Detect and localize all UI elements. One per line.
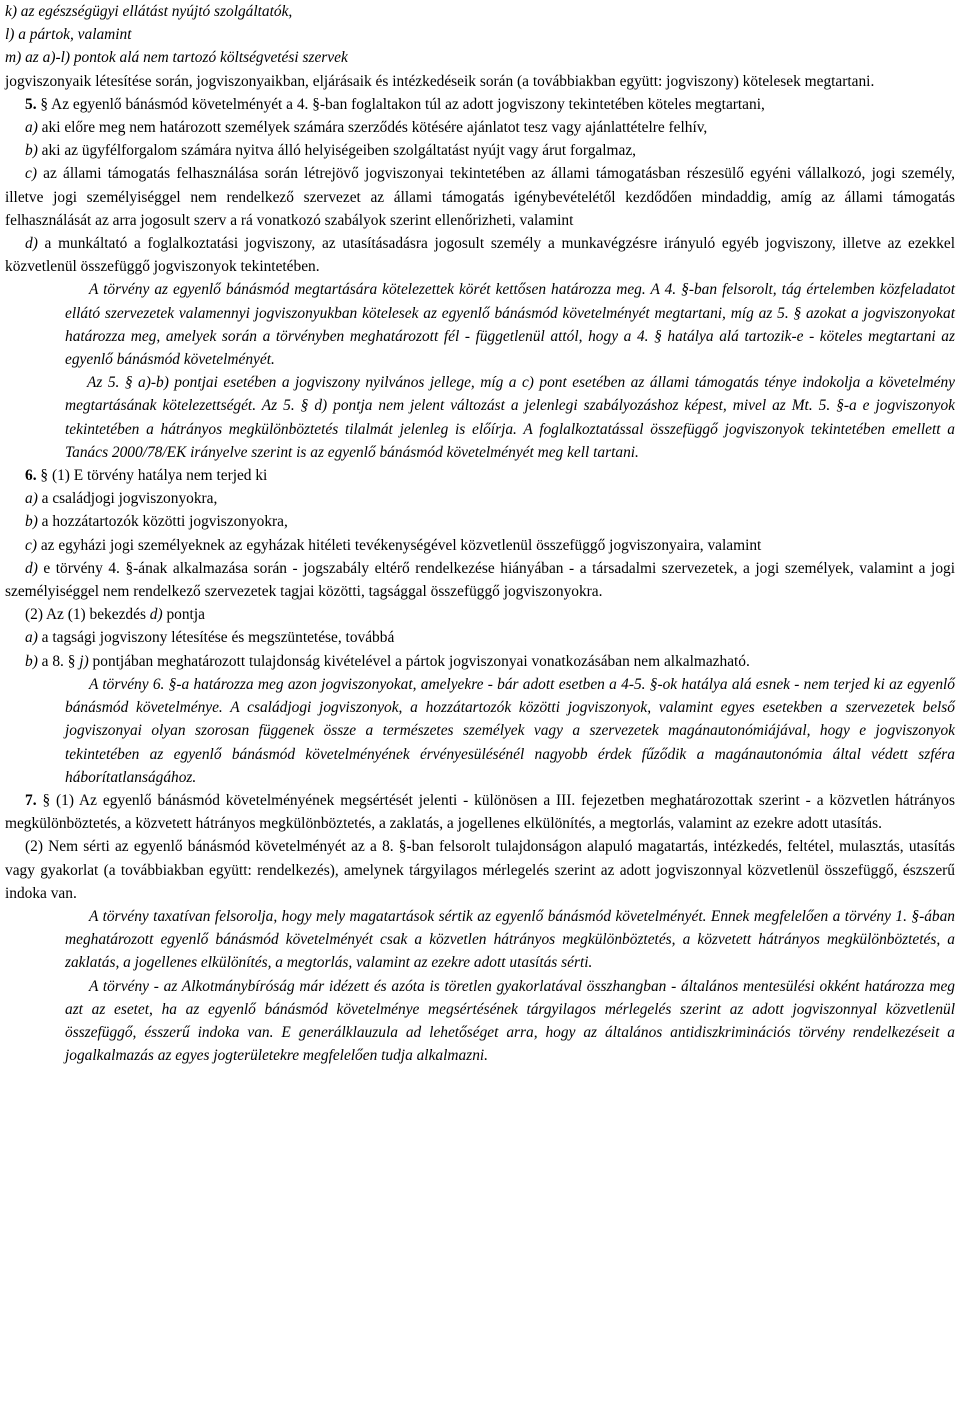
point-text: az állami támogatás felhasználása során létrejövő jogviszonyai tekintetében az állami támogatásban részesülő egyéni vállalkozó, jogi személy, illetve jogi személyiséggel nem rendelkező szervezet az állami támogatás igénybevételétől kezdődően mindaddig, amíg az állami támogatás felhasználását az arra jogosult szerv a rá vonatkozó szabályok szerint ellenőrizheti, valamint (5, 165, 955, 229)
section-7-number: 7. (25, 791, 37, 809)
point-label: b) (25, 142, 38, 160)
section-5-point-d (5, 232, 955, 278)
section-7-paragraph-2: (2) Nem sérti az egyenlő bánásmód követelményét az a 8. §-ban felsorolt tulajdonságon alapuló magatartás, intézkedés, feltétel, mulasztás, utasítás vagy gyakorlat (a továbbiakban együtt: rendelkezés), amelynek tárgyilagos mérlegelés szerint az adott jogviszonnyal közvetlenül összefüggő, észszerű indoka van. (5, 838, 955, 902)
point-text: aki az ügyfélforgalom számára nyitva álló helyiségeiben szolgáltatást nyújt vagy árut forgalmaz, (37, 142, 637, 160)
section-5-heading (5, 93, 955, 116)
section-7-heading (5, 789, 955, 835)
point-label: c) (25, 536, 37, 554)
point-label: a) (25, 490, 38, 508)
section-6-number: 6. (25, 467, 37, 485)
item-m-continuation: jogviszonyaik létesítése során, jogviszonyaikban, eljárásaik és intézkedéseik során (a továbbiakban együtt: jogviszony) kötelesek megtartani. (5, 72, 875, 90)
point-text: e törvény 4. §-ának alkalmazása során - jogszabály eltérő rendelkezése hiányában - a társadalmi szervezetek, a jogi személyek, valamint a jogi személyiséggel nem rendelkező szervezetek tagjai közötti, tagsággal összefüggő jogviszonyokra. (5, 559, 955, 601)
point-text: a munkáltató a foglalkoztatási jogviszony, az utasításadásra jogosult személy a munkavégzésre irányuló egyéb jogviszony, illetve az ezekkel közvetlenül összefüggő jogviszonyok tekintetében. (5, 235, 955, 276)
point-text: a tagsági jogviszony létesítése és megszüntetése, továbbá (37, 629, 395, 647)
paragraph-text: (2) Az (1) bekezdés (25, 606, 150, 624)
section-7-commentary-2: A törvény - az Alkotmánybíróság már idézett és azóta is töretlen gyakorlatával összhangban - általános mentesülési okként határozza meg azt az esetet, ha az egyenlő bánásmód követelménye megsértésének tárgyilagos mérlegelés szerint az adott jogviszonnyal közvetlenül összefüggő, ésszerű indoka van. E generálklauzula ad lehetőséget arra, hogy az általános antidiszkriminációs törvény rendelkezéseit a jogalkalmazás az egyes jogterületekre megfelelően tudja alkalmazni. (65, 977, 955, 1065)
point-label: a) (25, 629, 38, 647)
section-6-point-c (5, 534, 955, 557)
section-6-text: § (1) E törvény hatálya nem terjed ki (36, 467, 268, 485)
point-label: d) (25, 559, 38, 577)
section-5-commentary-2: Az 5. § a)-b) pontjai esetében a jogviszony nyilvános jellege, míg a c) pont esetében az állami támogatás ténye indokolja a követelmény megtartásának kötelezettségét. Az 5. § d) pontja nem jelent változást a jelenlegi szabályozáshoz képest, mivel az Mt. 5. §-a e jogviszonyok tekintetében a hátrányos megkülönböztetés tilalmát jelenleg is előírja. A foglalkoztatással összefüggő jogviszonyok tekintetében emellett a Tanács 2000/78/EK irányelve szerint is az egyenlő bánásmód követelményét meg kell tartani. (65, 374, 955, 461)
point-label: b) (25, 513, 38, 531)
point-label: c) (25, 165, 37, 183)
point-label: d) (25, 235, 38, 253)
item-m: m) az a)-l) pontok alá nem tartozó költségvetési szervek (5, 49, 348, 67)
section-5-point-b (5, 139, 955, 162)
section-6-commentary: A törvény 6. §-a határozza meg azon jogviszonyokat, amelyekre - bár adott esetben a 4-5. §-ok hatálya alá esnek - nem terjed ki az egyenlő bánásmód követelménye. A családjogi jogviszonyok, a hozzátartozók közötti jogviszonyok, valamint egyes esetekben a szervezetek belső jogviszonyai olyan szorosan függenek össze a természetes személyek vagy a szervezetek magánautonómiájával, hogy e jogviszonyok tekintetében az egyenlő bánásmód követelményének érvényesülésénél nagyobb érdek fűződik a magánautonómia által védett szféra háborítatlanságához. (65, 675, 955, 786)
point-ref: d) (149, 606, 163, 624)
point-text: aki előre meg nem határozott személyek számára szerződés kötésére ajánlatot tesz vagy ajánlattételre felhív, (37, 119, 708, 137)
item-k: k) az egészségügyi ellátást nyújtó szolgáltatók, (5, 3, 293, 20)
point-text: az egyházi jogi személyeknek az egyházak hitéleti tevékenységével közvetlenül összefüggő jogviszonyaira, valamint (36, 536, 762, 554)
section-6-paragraph-2 (5, 603, 955, 626)
section-5-point-c (5, 162, 955, 232)
point-text: a hozzátartozók közötti jogviszonyokra, (37, 513, 288, 531)
point-label: b) (25, 652, 38, 670)
section-6-point-a (5, 487, 955, 510)
section-6-point-b (5, 510, 955, 533)
section-6-heading (5, 464, 955, 487)
section-5-commentary-1: A törvény az egyenlő bánásmód megtartására kötelezettek körét kettősen határozza meg. A 4. §-ban felsorolt, tág értelemben közfeladatot ellátó szervezetek valamennyi jogviszonyukban kötelesek az egyenlő bánásmód követelményét megtartani, míg az 5. § azokat a jogviszonyokat határozza meg, amelyek során a törvényben meghatározott fél - függetlenül attól, hogy a 4. § hatálya alá tartozik-e - köteles megtartani az egyenlő bánásmód követelményét. (65, 281, 955, 369)
point-label: a) (25, 119, 38, 137)
section-5-text: § Az egyenlő bánásmód követelményét a 4. §-ban foglaltakon túl az adott jogviszony tekintetében köteles megtartani, (36, 95, 765, 113)
section-5-number: 5. (25, 95, 37, 113)
section-7-commentary-1: A törvény taxatívan felsorolja, hogy mely magatartások sértik az egyenlő bánásmód követelményét. Ennek megfelelően a törvény 1. §-ában meghatározott egyenlő bánásmód követelményét csak a közvetlen hátrányos megkülönböztetés, a közvetett hátrányos megkülönböztetés, a zaklatás, a jogellenes elkülönítés, a megtorlás, valamint az ezekre adott utasítás sérti. (65, 907, 955, 972)
paragraph-text: pontja (162, 606, 205, 624)
point-text: a családjogi jogviszonyokra, (37, 490, 218, 508)
section-6-point-d (5, 557, 955, 603)
point-ref: j) (79, 652, 89, 670)
point-text: pontjában meghatározott tulajdonság kivételével a pártok jogviszonyai vonatkozásában nem alkalmazható. (88, 652, 750, 670)
point-text: a 8. § (37, 652, 80, 670)
section-6-paragraph-2-point-b (5, 650, 955, 673)
section-7-text: § (1) Az egyenlő bánásmód követelményének megsértését jelenti - különösen a III. fejezetben meghatározottak szerint - a közvetlen hátrányos megkülönböztetés, a közvetett hátrányos megkülönböztetés, a zaklatás, a jogellenes elkülönítés, a megtorlás, valamint az ezekre adott utasítás. (5, 791, 955, 833)
section-6-paragraph-2-point-a (5, 626, 955, 649)
section-5-point-a (5, 116, 955, 139)
item-l: l) a pártok, valamint (5, 26, 132, 44)
